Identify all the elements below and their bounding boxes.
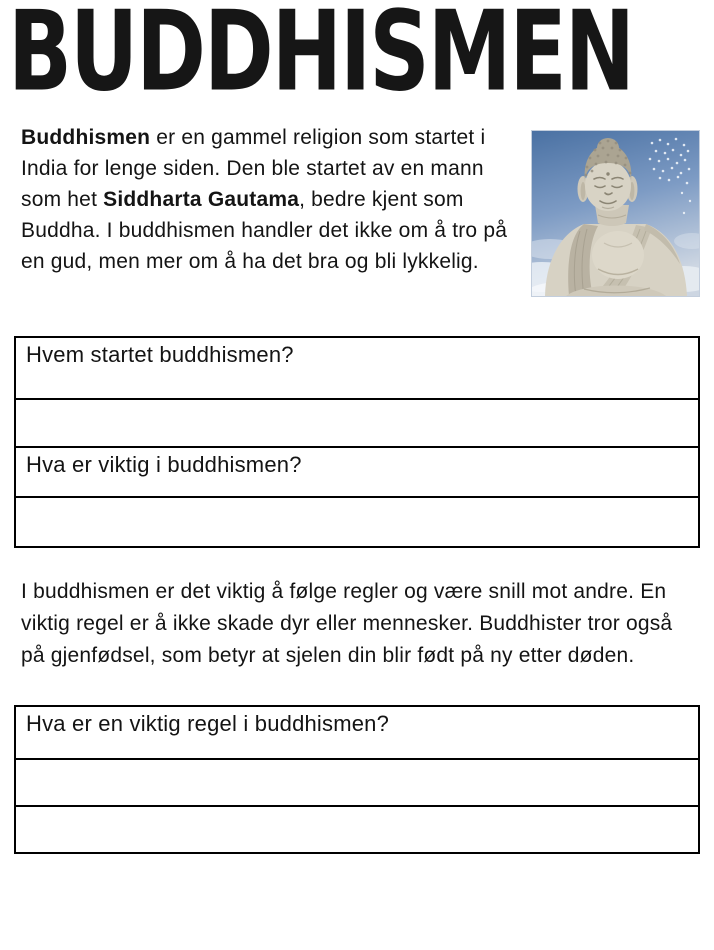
- question-cell: Hva er viktig i buddhismen?: [15, 447, 699, 497]
- rules-paragraph: I buddhismen er det viktig å følge regler og være snill mot andre. En viktig regel er å ikke skade dyr eller mennesker. Buddhister tror også på gjenfødsel, som betyr at sjelen din blir født på ny etter døden.: [21, 580, 673, 667]
- question-table-2: [14, 705, 700, 854]
- buddha-statue-graphic: [532, 131, 699, 296]
- intro-text-1: er en gammel religion som startet i India for lenge siden. Den ble startet av en mann som het: [21, 126, 486, 211]
- rules-section: [21, 576, 694, 672]
- table-row: [15, 447, 699, 497]
- table-row: [15, 806, 699, 853]
- table-row: [15, 399, 699, 447]
- table-row: [15, 706, 699, 759]
- question-cell: Hvem startet buddhismen?: [15, 337, 699, 399]
- table-row: [15, 337, 699, 399]
- question-table-1: [14, 336, 700, 548]
- answer-cell[interactable]: [15, 399, 699, 447]
- intro-bold-buddhismen: Buddhismen: [21, 126, 151, 149]
- intro-text-2: , bedre kjent som Buddha. I buddhismen handler det ikke om å tro på en gud, men mer om å ha det bra og bli lykkelig.: [21, 188, 508, 273]
- answer-cell[interactable]: [15, 806, 699, 853]
- intro-section: [21, 122, 700, 306]
- answer-cell[interactable]: [15, 759, 699, 806]
- table-row: [15, 759, 699, 806]
- page-title: BUDDHISMEN: [8, 0, 634, 117]
- answer-cell[interactable]: [15, 497, 699, 547]
- intro-bold-siddharta: Siddharta Gautama: [103, 188, 300, 211]
- question-cell: Hva er en viktig regel i buddhismen?: [15, 706, 699, 759]
- title-area: [8, 0, 714, 117]
- buddha-statue-image: [531, 130, 700, 297]
- table-row: [15, 497, 699, 547]
